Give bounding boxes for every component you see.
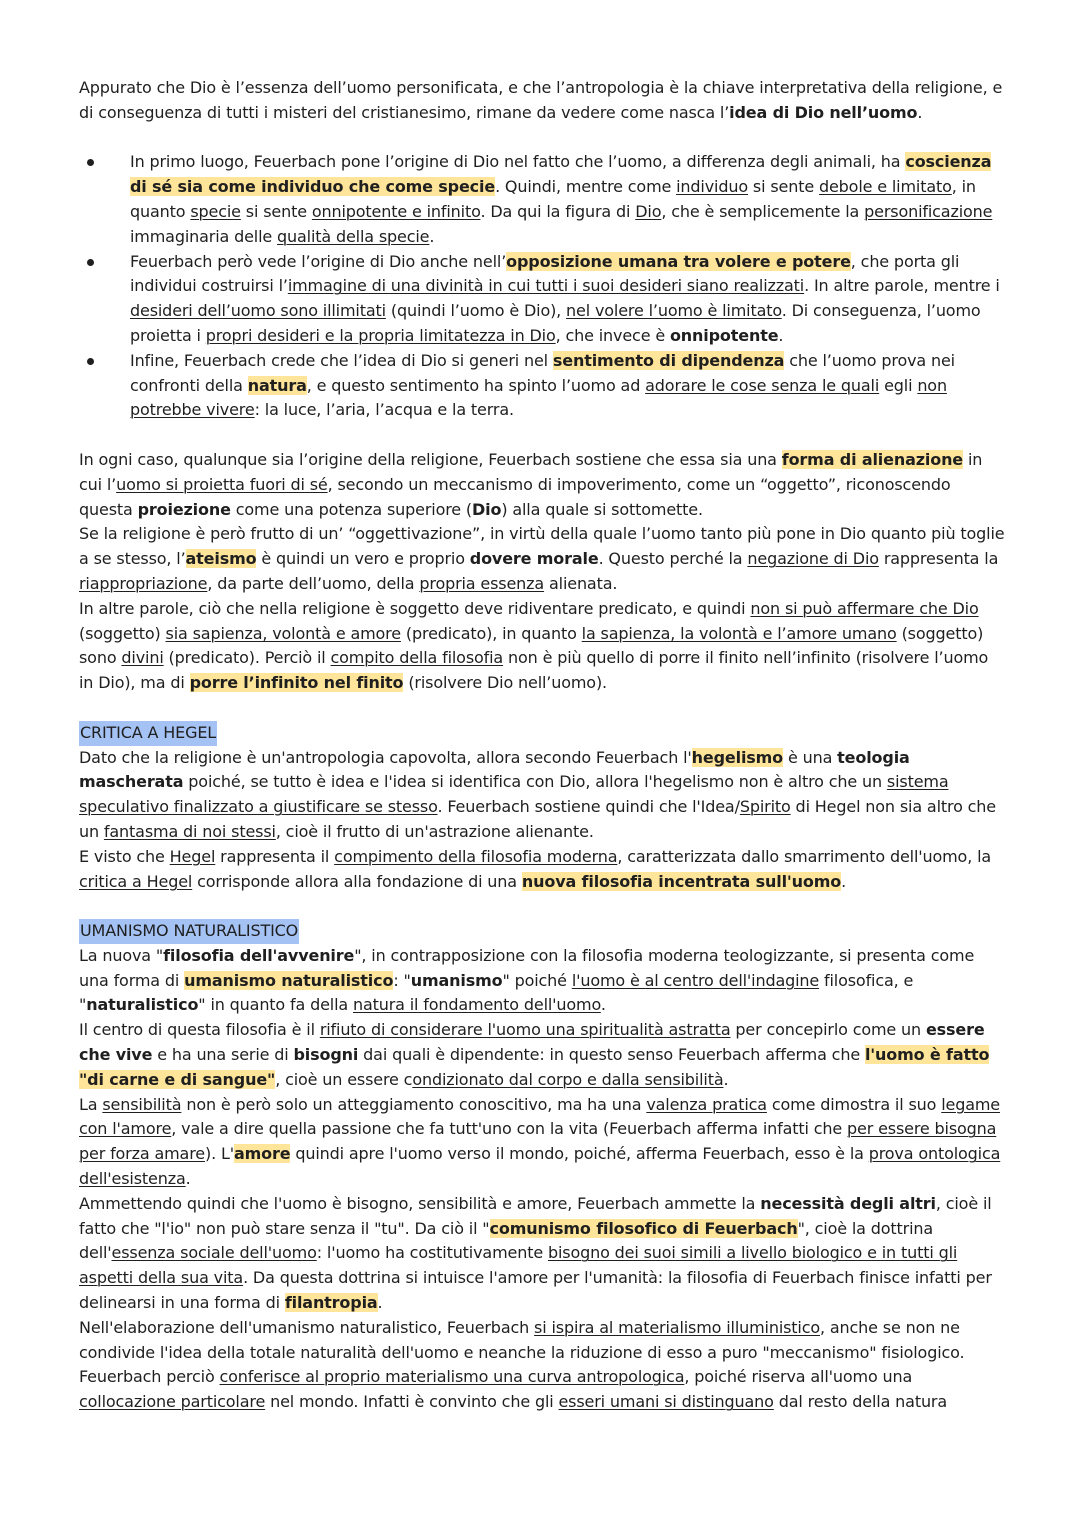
philosophy-paragraph (79, 597, 1007, 696)
highlight: amore (233, 1144, 291, 1164)
text: La nuova " (79, 945, 164, 965)
text: corrisponde allora alla fondazione di una (192, 871, 522, 891)
text: " poiché (502, 970, 572, 990)
spacer (79, 696, 1007, 721)
origin-list (79, 150, 1007, 423)
text: e ha una serie di (152, 1045, 294, 1065)
heading-text: UMANISMO NATURALISTICO (79, 919, 299, 944)
text: Feuerbach però vede l’origine di Dio anche nell’ (130, 251, 507, 271)
underline: Hegel (169, 846, 216, 866)
section-heading-hegel (79, 721, 1007, 746)
bold-text: idea di Dio nell’uomo (729, 102, 918, 122)
text: : l'uomo ha costitutivamente (316, 1243, 548, 1263)
bold-text: filosofia dell'avvenire (163, 945, 355, 965)
section-heading-umanismo (79, 919, 1007, 944)
text: Se la religione è però frutto di un’ “oggettivazione”, in virtù della quale l’uomo tanto più pone in Dio quanto più toglie a se stesso, l’ (79, 524, 1005, 569)
text: . Di conseguenza, l’uomo proietta i (130, 301, 981, 345)
underline: riappropriazione (79, 573, 208, 593)
text: Ammettendo quindi che l'uomo è bisogno, sensibilità e amore, Feuerbach ammette la (79, 1193, 761, 1213)
text: (predicato), in quanto (400, 623, 582, 643)
list-item (79, 250, 1007, 349)
text: quindi apre l'uomo verso il mondo, poiché, afferma Feuerbach, esso è la (290, 1144, 869, 1164)
text: . (600, 995, 606, 1015)
text: . In altre parole, mentre i (804, 276, 1000, 296)
highlight: l'uomo è fatto "di carne e di sangue" (79, 1045, 990, 1089)
text: , anche se non ne condivide l'idea della totale naturalità dell'uomo e neanche la riduzione di esso a puro "meccanismo" fisiologico. Feuerbach perciò (79, 1317, 965, 1387)
text: non è più quello di porre il finito nell’infinito (risolvere l’uomo in Dio), ma di (79, 648, 989, 693)
text: ). L' (204, 1144, 234, 1164)
bold-text: proiezione (137, 499, 231, 519)
underline: Dio (635, 201, 662, 221)
underline: uomo si proietta fuori di sé (116, 474, 328, 494)
underline: sia sapienza, volontà e amore (165, 623, 401, 643)
underline: adorare le cose senza le quali (645, 375, 880, 395)
underline: specie (190, 201, 241, 221)
bold-text: Dio (472, 499, 502, 519)
list-item (79, 150, 1007, 249)
underline: ondizionato dal corpo e dalla sensibilità (412, 1069, 724, 1089)
text: come una potenza superiore ( (230, 499, 473, 519)
text: Dato che la religione è un'antropologia capovolta, allora secondo Feuerbach l' (79, 747, 692, 767)
umanismo-paragraph-2 (79, 1018, 1007, 1092)
bold-text: teologia mascherata (79, 747, 910, 792)
underline: non si può affermare che Dio (750, 598, 979, 618)
text: poiché, se tutto è idea e l'idea si identifica con Dio, allora l'hegelismo non è altro che un (183, 772, 887, 792)
text: Appurato che Dio è l’essenza dell’uomo personificata, e che l’antropologia è la chiave interpretativa della religione, e di conseguenza di tutti i misteri del cristianesimo, rimane da vedere come nasca l’ (79, 78, 1003, 122)
underline: l'uomo è al centro dell'indagine (571, 970, 820, 990)
text: In altre parole, ciò che nella religione è soggetto deve ridiventare predicato, e quindi (79, 598, 751, 618)
text: (soggetto) (79, 623, 166, 643)
text: , che è semplicemente la (661, 201, 865, 221)
text: filosofica, e " (79, 970, 914, 1015)
list-item (79, 349, 1007, 423)
highlight: coscienza di sé sia come individuo che come specie (130, 152, 992, 197)
highlight: natura (247, 375, 307, 395)
underline: personificazione (864, 201, 993, 221)
bold-text: umanismo (410, 970, 503, 990)
text: si sente (240, 201, 312, 221)
underline: collocazione particolare (79, 1392, 266, 1412)
text: Nell'elaborazione dell'umanismo naturalistico, Feuerbach (79, 1317, 535, 1337)
underline: compimento della filosofia moderna (334, 846, 618, 866)
underline: compito della filosofia (330, 648, 504, 668)
underline: critica a Hegel (79, 871, 193, 891)
underline: individuo (676, 177, 748, 197)
underline: onnipotente e infinito (311, 201, 481, 221)
text: ", in contrapposizione con la filosofia moderna teologizzante, si presenta come una forma di (79, 945, 975, 990)
text: . Quindi, mentre come (495, 177, 677, 197)
intro-paragraph (79, 76, 1007, 126)
text: , in quanto (130, 177, 976, 221)
bold-text: naturalistico (86, 995, 199, 1015)
text: . Da qui la figura di (480, 201, 636, 221)
text: , che invece è (555, 325, 670, 345)
text: (risolvere Dio nell’uomo). (403, 673, 607, 693)
bold-text: bisogni (293, 1045, 359, 1065)
atheism-paragraph (79, 522, 1007, 596)
text: " in quanto fa della (198, 995, 353, 1015)
highlight: umanismo naturalistico (184, 970, 394, 990)
text: . (185, 1169, 191, 1189)
underline: essenza sociale dell'uomo (111, 1243, 317, 1263)
underline: rifiuto di considerare l'uomo una spiritualità astratta (319, 1020, 731, 1040)
underline: per essere bisogna per forza amare (79, 1119, 997, 1164)
highlight: forma di alienazione (781, 449, 964, 469)
text: non è però solo un atteggiamento conoscitivo, ma ha una (181, 1094, 647, 1114)
underline: non potrebbe vivere (130, 375, 947, 420)
text: : " (393, 970, 411, 990)
text: (quindi l’uomo è Dio), (385, 301, 567, 321)
text: per concepirlo come un (730, 1020, 926, 1040)
text: (soggetto) sono (79, 623, 984, 668)
hegel-paragraph-2 (79, 845, 1007, 895)
text: , poiché riserva all'uomo una (684, 1367, 913, 1387)
umanismo-paragraph-1 (79, 944, 1007, 1018)
underline: Spirito (739, 797, 791, 817)
text: Infine, Feuerbach crede che l’idea di Dio si generi nel (130, 350, 553, 370)
underline: legame con l'amore (79, 1094, 1000, 1139)
text: La (79, 1094, 103, 1114)
text: immaginaria delle (130, 226, 278, 246)
underline: qualità della specie (277, 226, 430, 246)
text: . Questo perché la (598, 549, 748, 569)
underline: nel volere l’uomo è limitato (566, 301, 782, 321)
umanismo-paragraph-4 (79, 1192, 1007, 1316)
text: (predicato). Perciò il (163, 648, 331, 668)
underline: desideri dell’uomo sono illimitati (130, 301, 386, 321)
text: , da parte dell’uomo, della (207, 573, 420, 593)
text: come dimostra il suo (766, 1094, 942, 1114)
text: in cui l’ (79, 449, 983, 494)
text: : la luce, l’aria, l’acqua e la terra. (254, 400, 514, 420)
text: . (917, 102, 923, 122)
underline: sistema speculativo finalizzato a giustificare se stesso (79, 772, 949, 817)
text: E visto che (79, 846, 170, 866)
highlight: sentimento di dipendenza (552, 350, 785, 370)
text: che l’uomo prova nei confronti della (130, 350, 955, 395)
underline: natura il fondamento dell'uomo (352, 995, 601, 1015)
bold-text: onnipotente (669, 325, 779, 345)
underline: esseri umani si distinguano (558, 1392, 774, 1412)
highlight: filantropia (284, 1293, 378, 1313)
underline: fantasma di noi stessi (103, 821, 276, 841)
text: . Feuerbach sostiene quindi che l'Idea/ (437, 797, 740, 817)
underline: negazione di Dio (747, 549, 879, 569)
highlight: opposizione umana tra volere e potere (506, 251, 851, 271)
text: , cioè un essere c (275, 1069, 413, 1089)
underline: la sapienza, la volontà e l’amore umano (581, 623, 897, 643)
text: , che porta gli individui costruirsi l’ (130, 251, 960, 296)
text: . (429, 226, 435, 246)
alienation-paragraph (79, 448, 1007, 522)
text: ", cioè la dottrina dell' (79, 1218, 934, 1263)
spacer (79, 894, 1007, 919)
text: , cioè il frutto di un'astrazione alienante. (275, 821, 594, 841)
text: alienata. (544, 573, 618, 593)
text: , vale a dire quella passione che fa tutt'uno con la vita (Feuerbach afferma infatti che (171, 1119, 847, 1139)
underline: immagine di una divinità in cui tutti i suoi desideri siano realizzati (287, 276, 805, 296)
text: . (841, 871, 847, 891)
text: nel mondo. Infatti è convinto che gli (265, 1392, 559, 1412)
underline: valenza pratica (646, 1094, 767, 1114)
bold-text: necessità degli altri (760, 1193, 936, 1213)
text: egli (879, 375, 918, 395)
bold-text: dovere morale (469, 549, 599, 569)
text: ) alla quale si sottomette. (501, 499, 703, 519)
underline: si ispira al materialismo illuministico (534, 1317, 821, 1337)
umanismo-paragraph-5 (79, 1316, 1007, 1415)
heading-text: CRITICA A HEGEL (79, 721, 217, 746)
highlight: porre l’infinito nel finito (189, 673, 404, 693)
text: In ogni caso, qualunque sia l’origine della religione, Feuerbach sostiene che essa sia una (79, 449, 782, 469)
highlight: ateismo (185, 549, 257, 569)
text: rappresenta il (215, 846, 335, 866)
text: In primo luogo, Feuerbach pone l’origine di Dio nel fatto che l’uomo, a differenza degli animali, ha (130, 152, 906, 172)
text: , e questo sentimento ha spinto l’uomo ad (306, 375, 646, 395)
spacer (79, 126, 1007, 151)
underline: bisogno dei suoi simili a livello biologico e in tutti gli aspetti della sua vita (79, 1243, 958, 1288)
highlight: hegelismo (691, 747, 784, 767)
text: . (723, 1069, 729, 1089)
highlight: comunismo filosofico di Feuerbach (489, 1218, 798, 1238)
text: di Hegel non sia altro che un (79, 797, 996, 841)
bold-text: essere che vive (79, 1020, 985, 1065)
text: . (377, 1293, 383, 1313)
hegel-paragraph-1 (79, 746, 1007, 845)
underline: propria essenza (419, 573, 545, 593)
underline: propri desideri e la propria limitatezza in Dio (205, 325, 556, 345)
underline: divini (121, 648, 164, 668)
text: . (778, 325, 784, 345)
document-page (79, 76, 1007, 1415)
underline: conferisce al proprio materialismo una curva antropologica (219, 1367, 685, 1387)
text: si sente (747, 177, 819, 197)
underline: sensibilità (102, 1094, 182, 1114)
text: . Da questa dottrina si intuisce l'amore per l'umanità: la filosofia di Feuerbach finisce infatti per delinearsi in una forma di (79, 1268, 992, 1313)
umanismo-paragraph-3 (79, 1093, 1007, 1192)
text: è una (783, 747, 838, 767)
text: Il centro di questa filosofia è il (79, 1020, 320, 1040)
text: , secondo un meccanismo di impoverimento, come un “oggetto”, riconoscendo questa (79, 474, 951, 519)
underline: debole e limitato (818, 177, 952, 197)
highlight: nuova filosofia incentrata sull'uomo (521, 871, 842, 891)
spacer (79, 423, 1007, 448)
text: , cioè il fatto che "l'io" non può stare senza il "tu". Da ciò il " (79, 1193, 992, 1238)
text: dal resto della natura (773, 1392, 948, 1412)
text: , caratterizzata dallo smarrimento dell'uomo, la (617, 846, 992, 866)
text: è quindi un vero e proprio (256, 549, 470, 569)
text: dai quali è dipendente: in questo senso Feuerbach afferma che (358, 1045, 865, 1065)
text: rappresenta la (878, 549, 999, 569)
underline: prova ontologica dell'esistenza (79, 1144, 1001, 1189)
